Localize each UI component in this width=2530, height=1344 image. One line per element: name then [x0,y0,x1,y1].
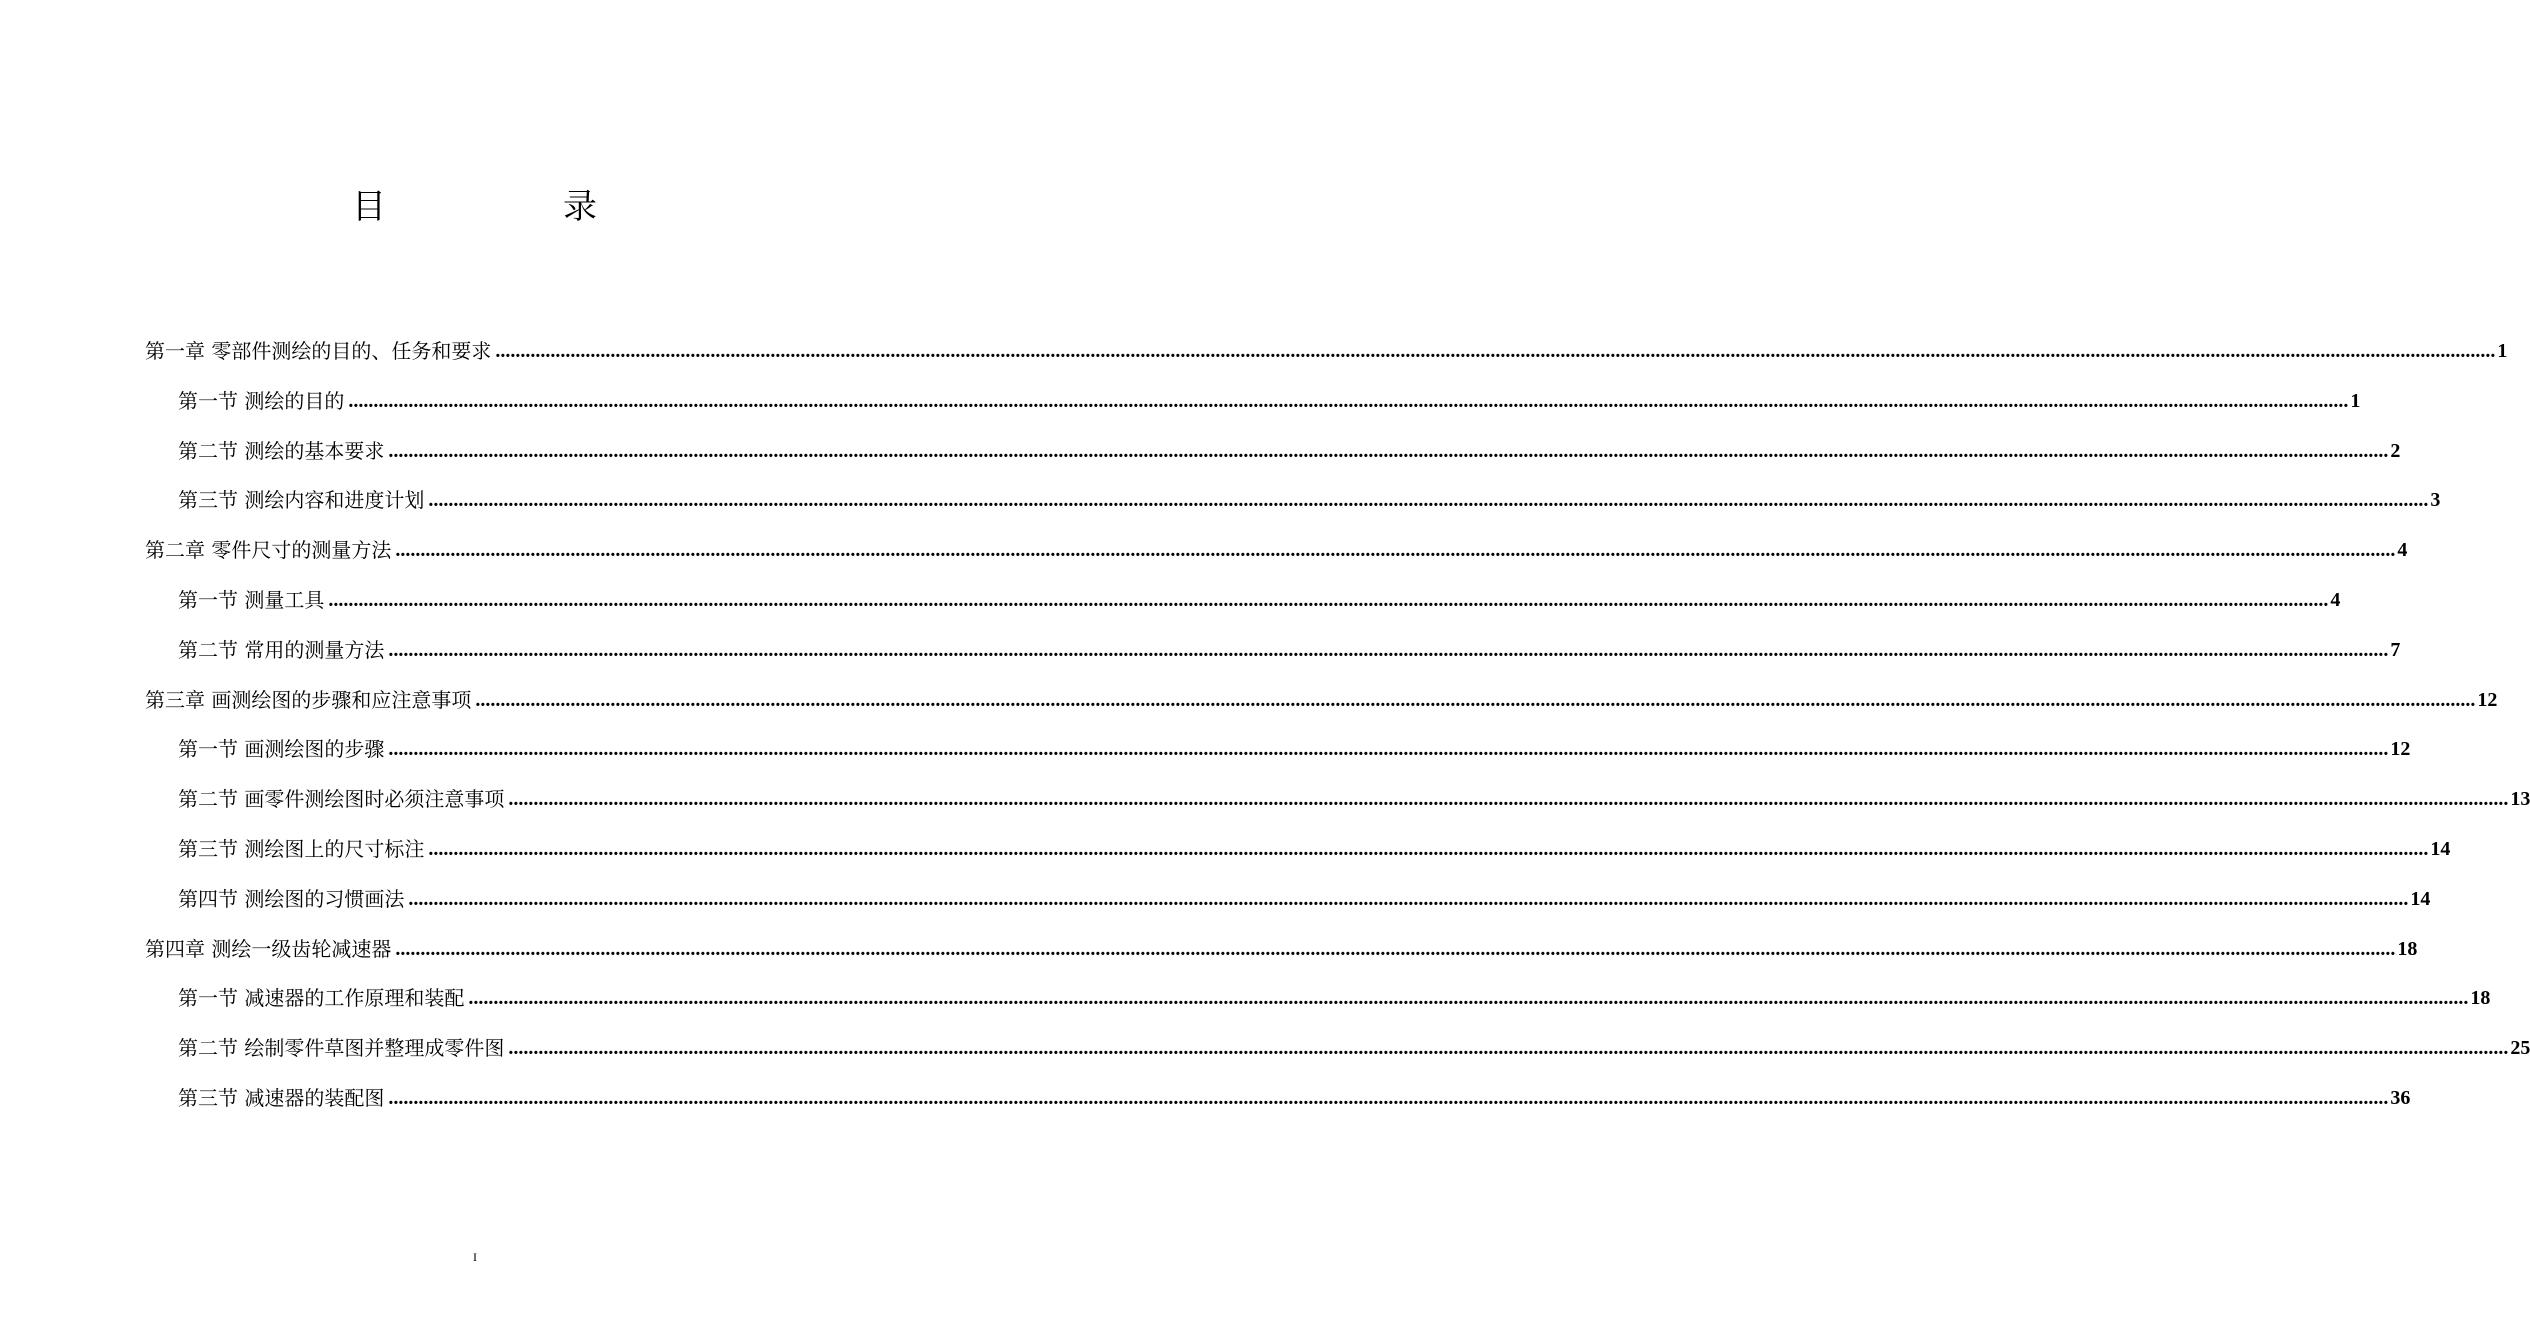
toc-entry-page-number: 12 [2390,738,2411,761]
toc-entry-label: 第一节 测绘的目的 [178,388,345,413]
toc-entry-label: 第一节 测量工具 [178,588,325,612]
toc-entry-label: 第三章 画测绘图的步骤和应注意事项 [145,687,472,712]
toc-entry-label: 第四章 测绘一级齿轮减速器 [145,936,392,961]
page-title [0,185,950,235]
toc-leader-dots: ................................................................................................................................................................................................................................................................................................................................................................................................................ [428,838,2429,860]
toc-entry-page-number: 14 [2410,887,2431,910]
toc-entry-label: 第二章 零件尺寸的测量方法 [145,538,392,563]
toc-entry-label: 第二节 常用的测量方法 [178,637,385,662]
toc-entry-chapter[interactable] [145,931,2418,963]
toc-leader-dots: ................................................................................................................................................................................................................................................................................................................................................................................................................ [395,539,2396,562]
title-char-2: 录 [563,187,597,227]
toc-leader-dots: ................................................................................................................................................................................................................................................................................................................................................................................................................ [508,1037,2509,1060]
toc-entry-page-number: 18 [2397,937,2418,960]
toc-entry-section[interactable] [178,831,2451,863]
toc-leader-dots: ................................................................................................................................................................................................................................................................................................................................................................................................................ [428,489,2429,512]
toc-leader-dots: ................................................................................................................................................................................................................................................................................................................................................................................................................ [508,788,2509,811]
toc-entry-section[interactable] [178,1080,2411,1112]
toc-entry-page-number: 3 [2430,489,2441,512]
toc-entry-label: 第二节 绘制零件草图并整理成零件图 [178,1036,505,1061]
toc-leader-dots: ................................................................................................................................................................................................................................................................................................................................................................................................................ [388,738,2389,761]
toc-leader-dots: ................................................................................................................................................................................................................................................................................................................................................................................................................ [395,937,2396,960]
toc-entry-page-number: 14 [2430,838,2451,860]
toc-entry-label: 第三节 测绘内容和进度计划 [178,488,425,513]
toc-entry-label: 第四节 测绘图的习惯画法 [178,886,405,911]
toc-entry-section[interactable] [178,632,2401,664]
toc-entry-section[interactable] [178,482,2441,514]
toc-entry-section[interactable] [178,781,2530,813]
toc-leader-dots: ................................................................................................................................................................................................................................................................................................................................................................................................................ [388,439,2389,462]
toc-leader-dots: ................................................................................................................................................................................................................................................................................................................................................................................................................ [475,688,2476,711]
toc-entry-section[interactable] [178,980,2491,1012]
toc-entry-page-number: 36 [2390,1087,2411,1109]
toc-entry-page-number: 1 [2497,340,2508,362]
toc-entry-page-number: 4 [2397,539,2408,562]
toc-entry-label: 第一章 零部件测绘的目的、任务和要求 [145,339,492,363]
toc-entry-page-number: 7 [2390,638,2401,661]
toc-leader-dots: ................................................................................................................................................................................................................................................................................................................................................................................................................ [348,389,2349,412]
toc-leader-dots: ................................................................................................................................................................................................................................................................................................................................................................................................................ [468,987,2469,1010]
toc-entry-page-number: 2 [2390,439,2401,462]
toc-entry-page-number: 25 [2510,1037,2530,1060]
toc-entry-section[interactable] [178,731,2411,763]
toc-entry-chapter[interactable] [145,532,2408,564]
toc-entry-section[interactable] [178,433,2401,465]
toc-entry-page-number: 4 [2330,589,2341,611]
toc-leader-dots: ................................................................................................................................................................................................................................................................................................................................................................................................................ [328,589,2329,611]
toc-entry-label: 第三节 减速器的装配图 [178,1086,385,1110]
toc-entry-section[interactable] [178,881,2431,913]
toc-entry-label: 第二节 画零件测绘图时必须注意事项 [178,787,505,812]
toc-entry-label: 第一节 减速器的工作原理和装配 [178,986,465,1011]
toc-entry-label: 第三节 测绘图上的尺寸标注 [178,837,425,861]
toc-entry-section[interactable] [178,1030,2530,1062]
toc-leader-dots: ................................................................................................................................................................................................................................................................................................................................................................................................................ [495,340,2496,362]
toc-entry-section[interactable] [178,582,2341,614]
toc-entry-label: 第二节 测绘的基本要求 [178,438,385,463]
toc-entry-section[interactable] [178,383,2361,415]
toc-entry-page-number: 18 [2470,987,2491,1010]
toc-entry-page-number: 1 [2350,389,2361,412]
toc-leader-dots: ................................................................................................................................................................................................................................................................................................................................................................................................................ [388,638,2389,661]
toc-entry-label: 第一节 画测绘图的步骤 [178,737,385,762]
toc-entry-page-number: 12 [2477,688,2498,711]
title-char-1: 目 [352,187,386,227]
toc-entry-chapter[interactable] [145,682,2498,714]
toc-leader-dots: ................................................................................................................................................................................................................................................................................................................................................................................................................ [388,1087,2389,1109]
toc-entry-page-number: 13 [2510,788,2530,811]
toc-entry-chapter[interactable] [145,333,2508,365]
page-footer-number: I [473,1250,477,1264]
toc-leader-dots: ................................................................................................................................................................................................................................................................................................................................................................................................................ [408,887,2409,910]
